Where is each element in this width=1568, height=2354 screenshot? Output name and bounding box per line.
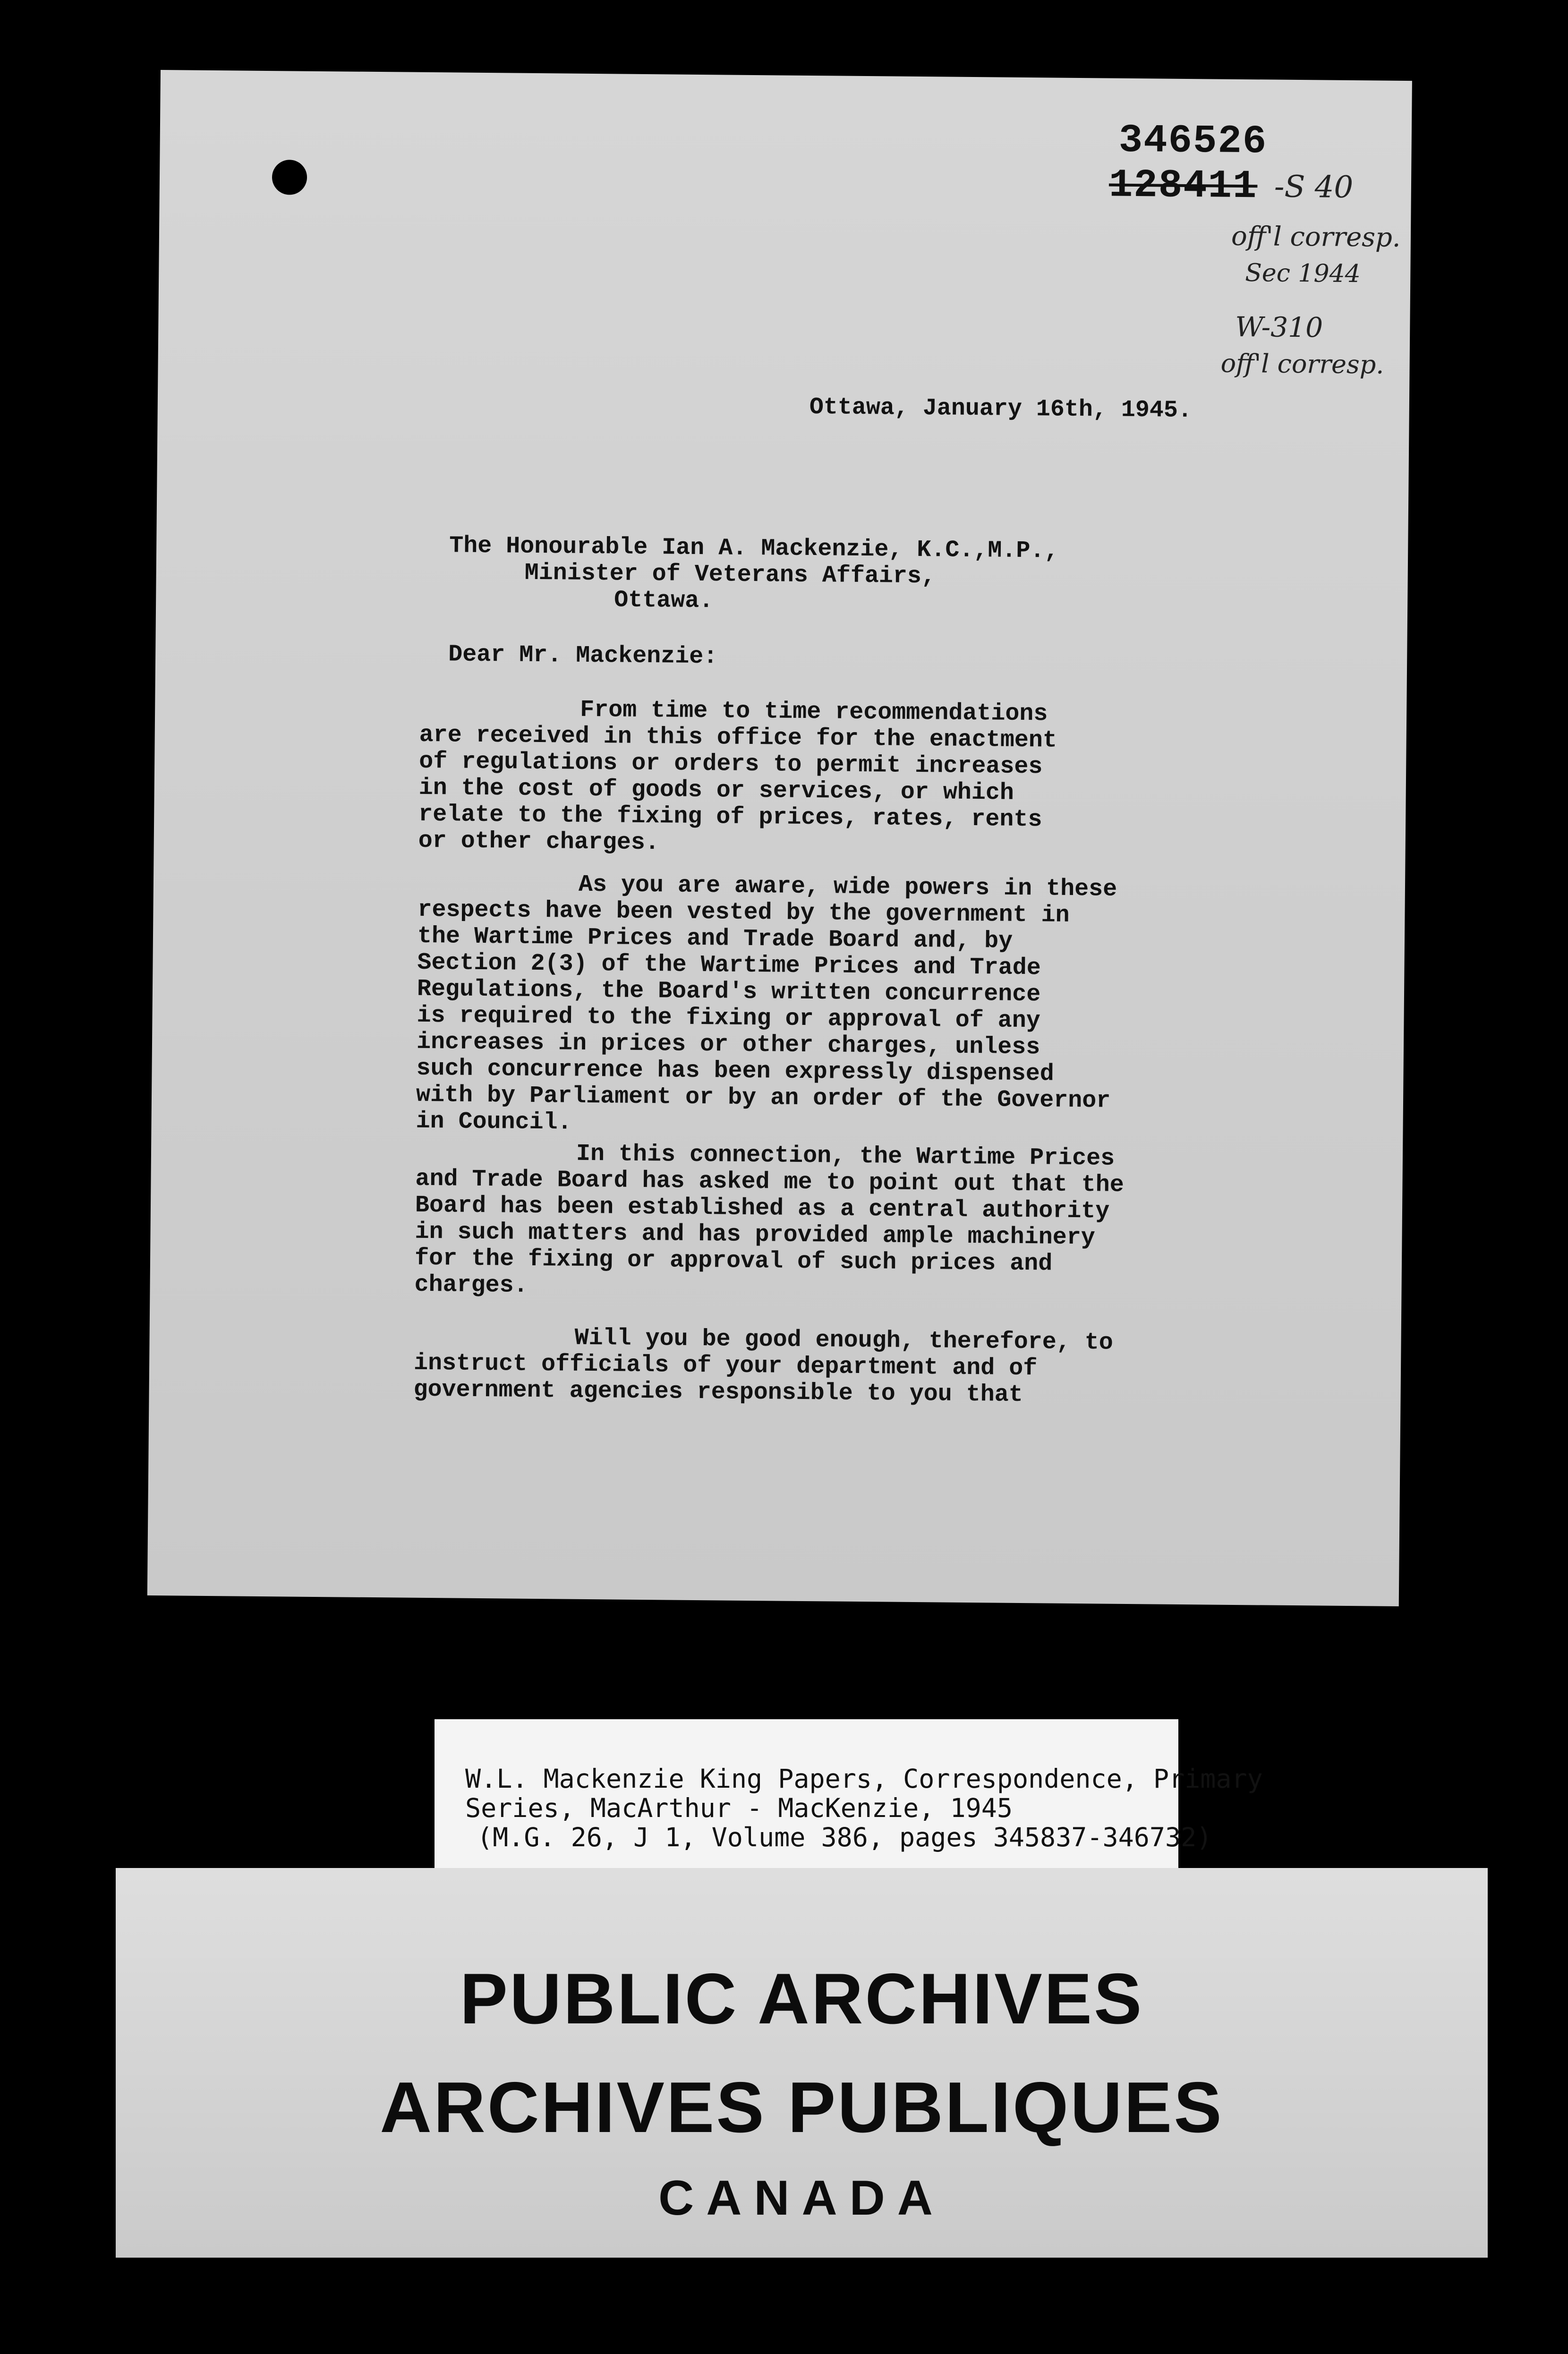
paragraph-line: Regulations, the Board's written concurrence xyxy=(417,975,1041,1008)
paragraph xyxy=(418,696,1057,860)
paragraph-line: in Council. xyxy=(416,1108,572,1136)
paragraph-line: with by Parliament or by an order of the Governor xyxy=(416,1081,1111,1115)
handwritten-note: Sec 1944 xyxy=(1245,259,1361,289)
paragraph-line: of regulations or orders to permit increases xyxy=(418,748,1043,781)
citation-line: Series, MacArthur - MacKenzie, 1945 xyxy=(465,1793,1013,1823)
paragraph-line: are received in this office for the enactment xyxy=(419,721,1057,754)
paragraph xyxy=(414,1140,1124,1305)
paragraph-line: instruct officials of your department and of xyxy=(413,1349,1038,1382)
paragraph-line: for the fixing or approval of such prices and xyxy=(414,1245,1053,1278)
paragraph-line: increases in prices or other charges, unless xyxy=(416,1028,1040,1061)
date-line: Ottawa, January 16th, 1945. xyxy=(809,394,1193,425)
letter-page xyxy=(147,70,1412,1606)
paragraph-line: relate to the fixing of prices, rates, rents xyxy=(418,801,1042,834)
paragraph-line: government agencies responsible to you that xyxy=(413,1376,1023,1409)
paragraph xyxy=(413,1324,1113,1409)
handwritten-note: off'l corresp. xyxy=(1231,221,1401,253)
paragraph-line: in such matters and has provided ample machinery xyxy=(415,1218,1095,1252)
handwritten-note: -S 40 xyxy=(1274,169,1354,205)
paragraph-line: is required to the fixing or approval of any xyxy=(417,1002,1040,1035)
paragraph-line: in the cost of goods or services, or which xyxy=(418,774,1014,807)
salutation: Dear Mr. Mackenzie: xyxy=(448,641,718,671)
reference-number: 346526 xyxy=(1118,118,1268,165)
paragraph xyxy=(416,870,1117,1141)
citation-line: W.L. Mackenzie King Papers, Correspondence, Primary xyxy=(465,1764,1263,1794)
paragraph-line: In this connection, the Wartime Prices xyxy=(576,1140,1115,1172)
paragraph-line: Will you be good enough, therefore, to xyxy=(574,1324,1113,1356)
paragraph-line: the Wartime Prices and Trade Board and, by xyxy=(417,922,1013,955)
paragraph-line: or other charges. xyxy=(418,827,660,857)
handwritten-note: off'l corresp. xyxy=(1220,348,1384,380)
paragraph-line: Board has been established as a central authority xyxy=(415,1192,1110,1225)
banner-title-english: PUBLIC ARCHIVES xyxy=(460,1959,1144,2039)
paragraph-line: As you are aware, wide powers in these xyxy=(578,871,1117,903)
paragraph-line: and Trade Board has asked me to point out that the xyxy=(415,1165,1124,1199)
punch-hole xyxy=(272,160,307,195)
paragraph-line: Section 2(3) of the Wartime Prices and Trade xyxy=(417,949,1041,982)
recipient-address xyxy=(449,533,1059,617)
paragraph-line: From time to time recommendations xyxy=(579,696,1048,728)
paragraph-line: charges. xyxy=(414,1271,528,1299)
struck-reference-number: 128411 xyxy=(1108,163,1258,210)
banner-title-french: ARCHIVES PUBLIQUES xyxy=(380,2067,1224,2148)
paragraph-line: respects have been vested by the government in xyxy=(418,896,1070,929)
citation-line: (M.G. 26, J 1, Volume 386, pages 345837-346732) xyxy=(477,1822,1212,1852)
paragraph-line: such concurrence has been expressly dispensed xyxy=(416,1055,1055,1088)
handwritten-note: W-310 xyxy=(1235,310,1323,344)
address-line: Ottawa. xyxy=(614,587,714,615)
archive-citation-label xyxy=(435,1719,1263,1875)
banner-country: CANADA xyxy=(658,2171,945,2226)
archives-banner xyxy=(116,1868,1488,2258)
address-line: The Honourable Ian A. Mackenzie, K.C.,M.P., xyxy=(449,532,1059,565)
address-line: Minister of Veterans Affairs, xyxy=(524,559,936,590)
